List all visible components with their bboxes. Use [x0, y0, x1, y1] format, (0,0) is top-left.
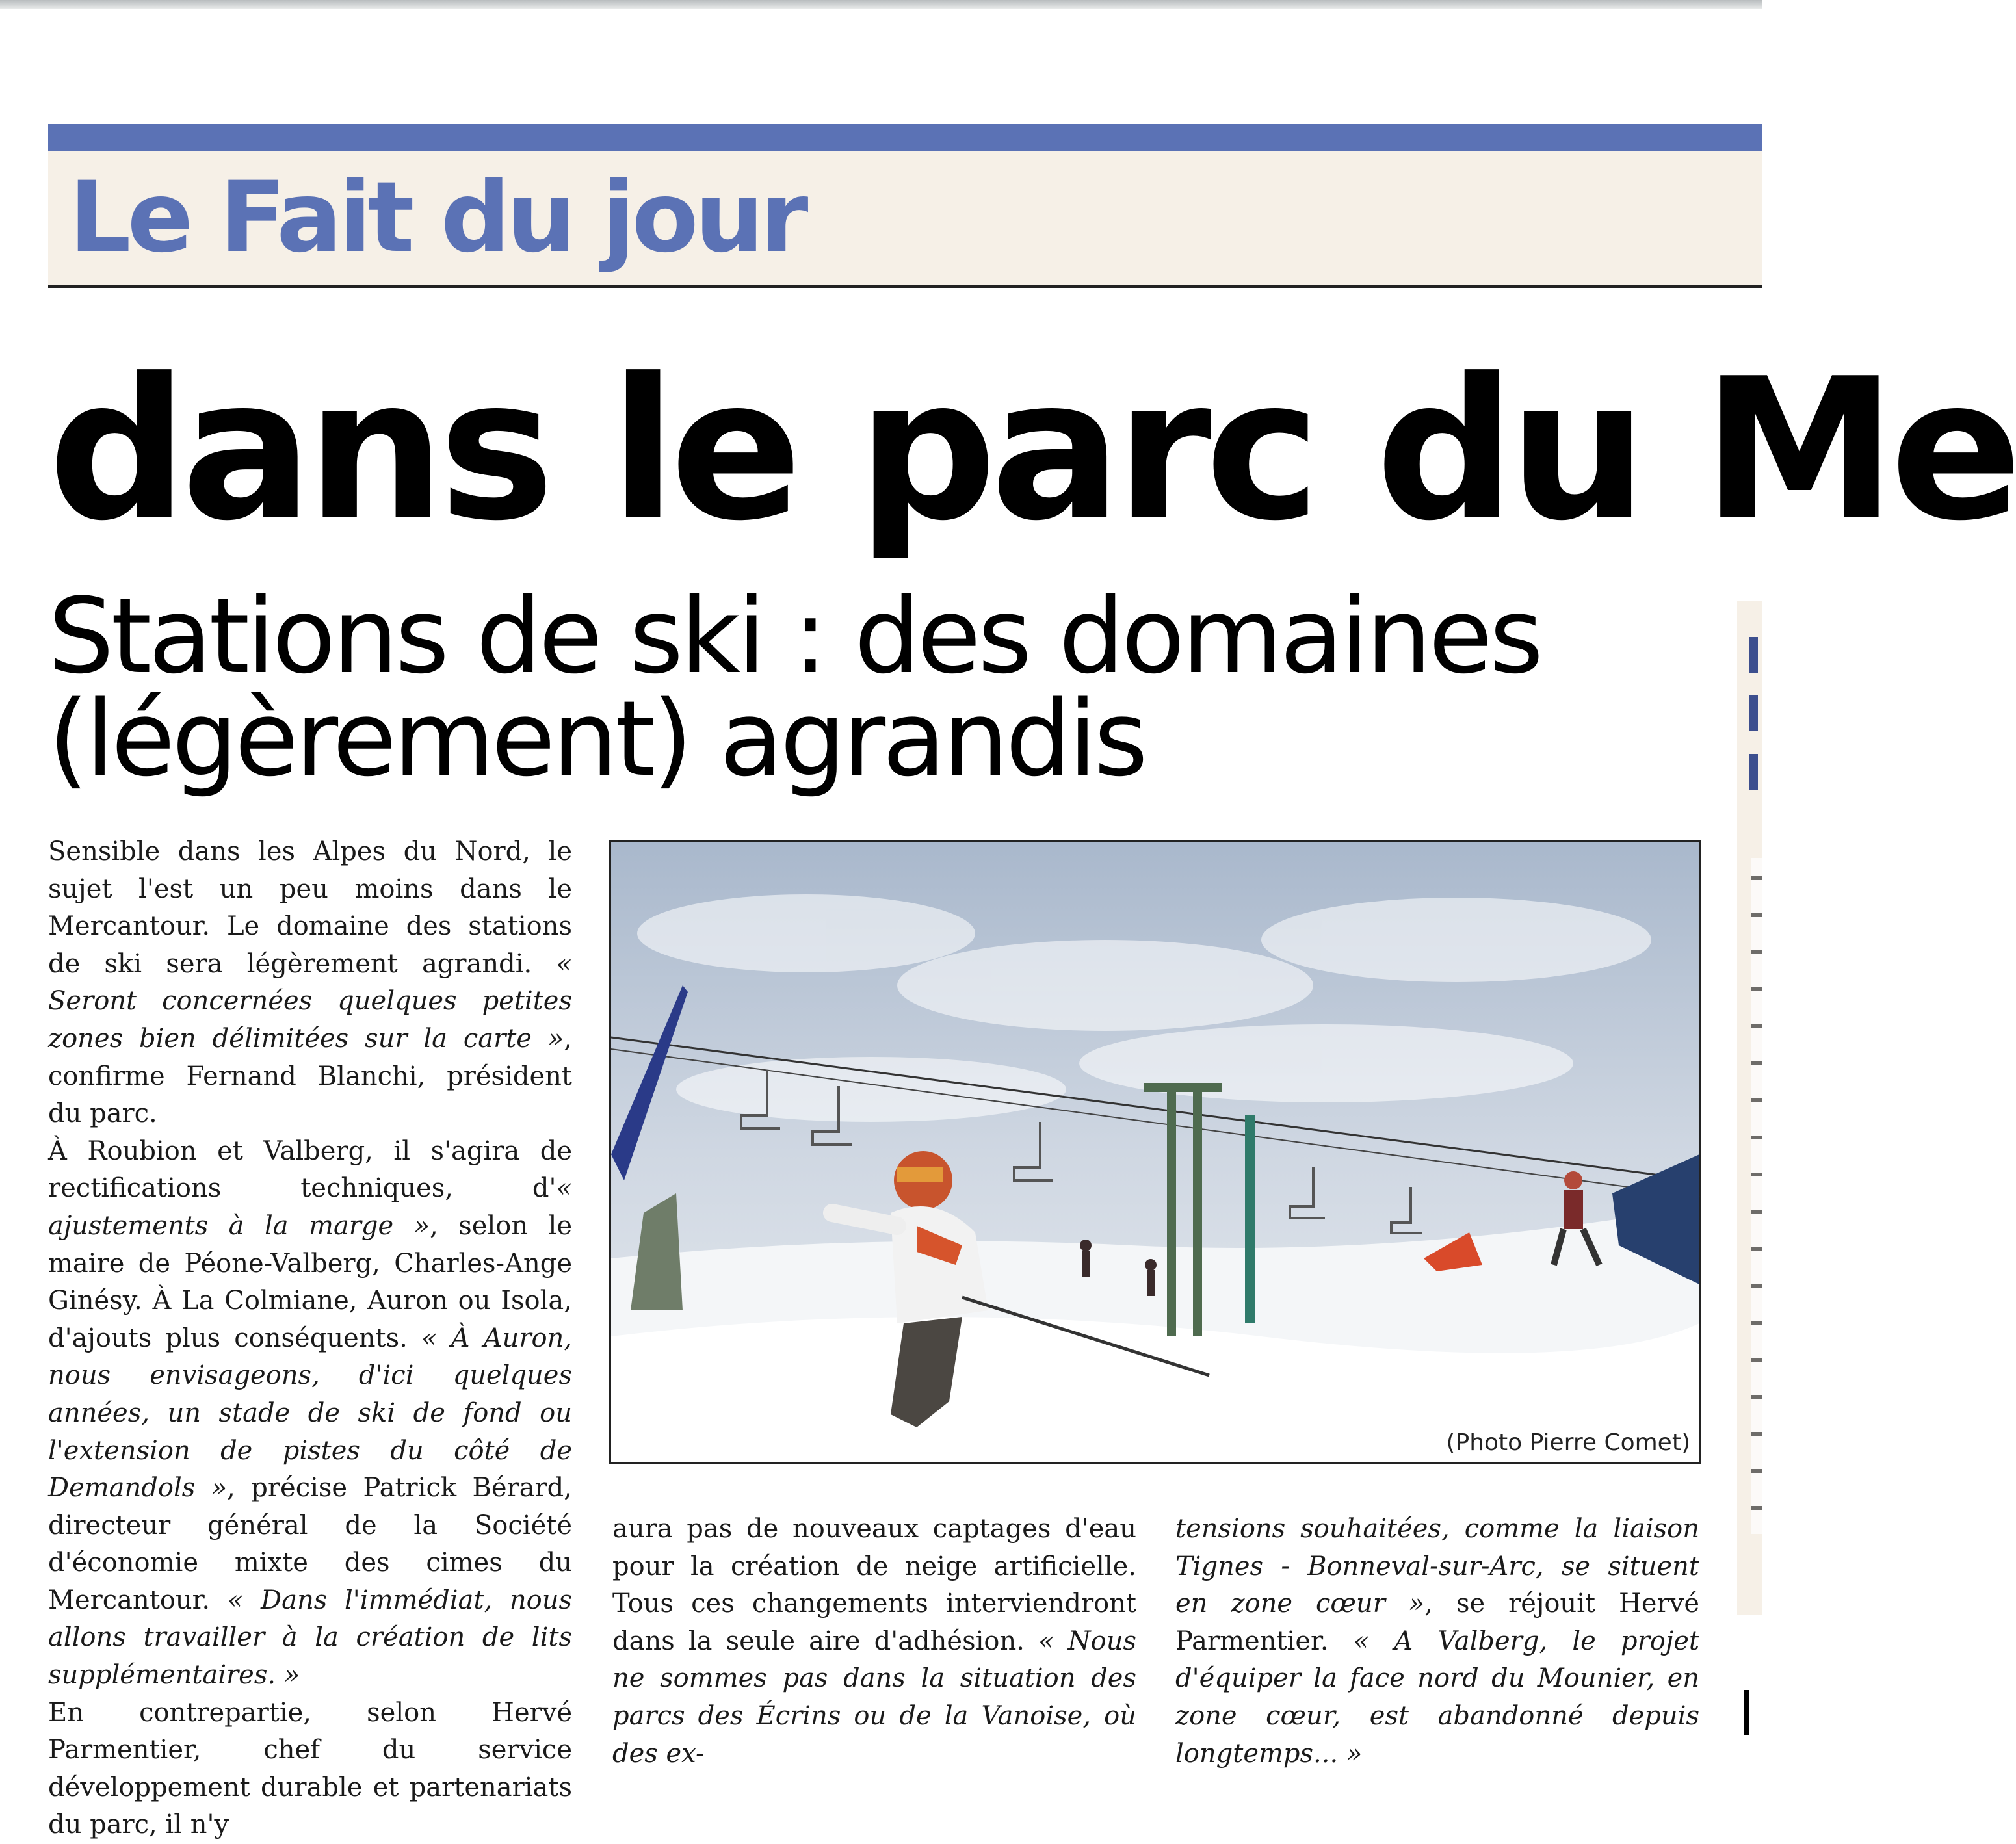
subheadline: Stations de ski : des domaines (légèrement) agrandis [48, 575, 1541, 799]
rubric-title: Le Fait du jour [69, 161, 805, 274]
quote: « A Valberg, le projet d'équiper la face nord du Mounier, en zone cœur, est abandonné depuis longtemps... » [1175, 1626, 1700, 1769]
quote: « À Auron, nous envisageons, d'ici quelques années, un stade de ski de fond ou l'extension de pistes du côté de Demandols » [48, 1323, 573, 1503]
article-column-2 [612, 1511, 1136, 1773]
adjacent-heading-mark [1749, 637, 1758, 673]
text-run: En contrepartie, selon Hervé Parmentier, chef du service développement durable et partenariats du parc, il n'y [48, 1697, 572, 1840]
quote: « Nous ne sommes pas dans la situation des parcs des Écrins ou de la Vanoise, où des ex- [612, 1626, 1136, 1769]
paragraph-2 [48, 1133, 572, 1695]
quote: « Dans l'immédiat, nous allons travailler à la création de lits supplémentaires. » [48, 1585, 572, 1691]
photo-credit: (Photo Pierre Comet) [1446, 1429, 1690, 1456]
ski-scene-illustration [611, 842, 1699, 1462]
paragraph-5 [1175, 1511, 1699, 1773]
article-column-1 [48, 833, 572, 1844]
text-run: , selon le maire de Péone-Valberg, Charles-Ange Ginésy. À La Colmiane, Auron ou Isola, d'ajouts plus conséquents. [48, 1210, 573, 1353]
text-run: , se réjouit Hervé Parmentier. [1175, 1589, 1699, 1656]
adjacent-heading-mark [1749, 754, 1758, 790]
quote: « Seront concernées quelques petites zones bien délimitées sur la carte » [48, 948, 572, 1054]
ski-photo [609, 840, 1701, 1464]
quote: « ajustements à la marge » [48, 1173, 572, 1241]
text-run: À Roubion et Valberg, il s'agira de rectifications techniques, d' [48, 1136, 572, 1204]
rubric-divider [48, 285, 1762, 288]
adjacent-letter-fragment [1744, 1690, 1749, 1735]
text-run: , confirme Fernand Blanchi, président du parc. [48, 1023, 572, 1129]
paragraph-3 [48, 1695, 572, 1844]
adjacent-heading-mark [1749, 695, 1758, 731]
paragraph-4 [612, 1511, 1136, 1773]
text-run: , précise Patrick Bérard, directeur général de la Société d'économie mixte des cimes du Mercantour. [48, 1473, 572, 1615]
headline: dans le parc du Me [48, 337, 2016, 564]
adjacent-text-fragments [1751, 858, 1762, 1534]
top-edge [0, 0, 1762, 9]
text-run: Sensible dans les Alpes du Nord, le sujet l'est un peu moins dans le Mercantour. Le domaine des stations de ski sera légèrement agrandi. [48, 837, 572, 979]
paragraph-1 [48, 833, 572, 1133]
quote: tensions souhaitées, comme la liaison Tignes - Bonneval-sur-Arc, se situent en zone cœur » [1175, 1514, 1699, 1619]
article-column-3 [1175, 1511, 1699, 1773]
rubric-color-bar [48, 124, 1762, 151]
text-run: aura pas de nouveaux captages d'eau pour la création de neige artificielle. Tous ces changements interviendront dans la seule aire d'adhésion. [612, 1514, 1136, 1656]
